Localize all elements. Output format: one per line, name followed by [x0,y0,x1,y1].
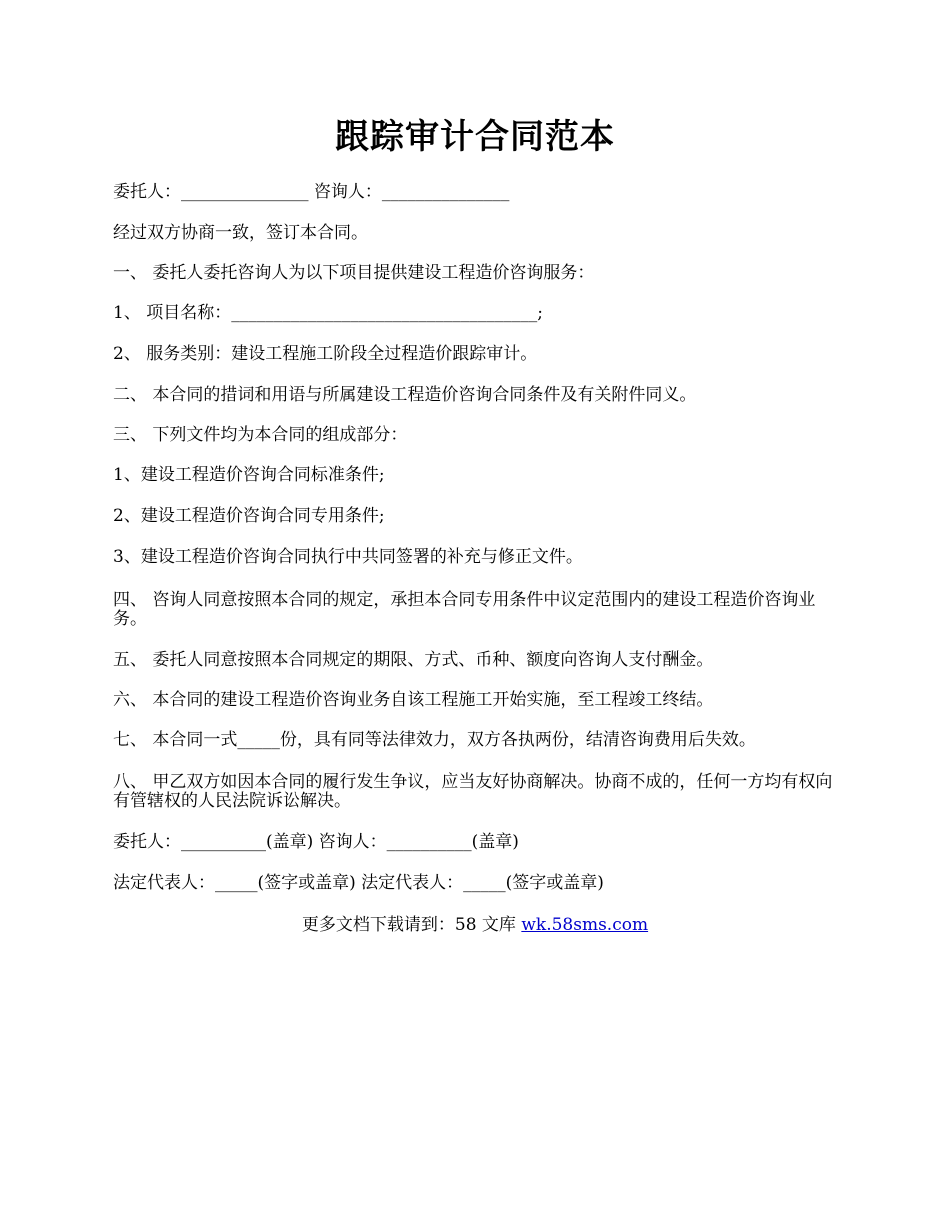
footer-note [0,915,950,935]
service-type-line: 2、 服务类别：建设工程施工阶段全过程造价跟踪审计。 [113,344,538,364]
clause-3: 三、 下列文件均为本合同的组成部分： [113,425,408,445]
clause-6: 六、 本合同的建设工程造价咨询业务自该工程施工开始实施，至工程竣工终结。 [113,690,714,710]
seal-line: 委托人：__________(盖章) 咨询人：__________(盖章) [113,832,519,852]
project-name-line: 1、 项目名称：____________________________________; [113,303,543,323]
footer-text: 更多文档下载请到：58 文库 [301,915,522,935]
document-item-2: 2、建设工程造价咨询合同专用条件; [113,506,385,526]
document-item-3: 3、建设工程造价咨询合同执行中共同签署的补充与修正文件。 [113,547,583,567]
clause-2: 二、 本合同的措词和用语与所属建设工程造价咨询合同条件及有关附件同义。 [113,385,697,405]
document-title: 跟踪审计合同范本 [335,117,615,157]
agreement-intro: 经过双方协商一致，签订本合同。 [113,223,368,243]
clause-4: 四、 咨询人同意按照本合同的规定，承担本合同专用条件中议定范围内的建设工程造价咨询业务。 [113,590,816,629]
footer-link[interactable]: wk.58sms.com [521,915,649,935]
representative-line: 法定代表人：_____(签字或盖章) 法定代表人：_____(签字或盖章) [113,873,604,893]
party-line: 委托人：_______________ 咨询人：_______________ [113,182,510,202]
clause-7: 七、 本合同一式_____份，具有同等法律效力，双方各执两份，结清咨询费用后失效。 [113,730,756,750]
clause-8: 八、 甲乙双方如因本合同的履行发生争议，应当友好协商解决。协商不成的，任何一方均有权向有管辖权的人民法院诉讼解决。 [113,772,833,811]
clause-5: 五、 委托人同意按照本合同规定的期限、方式、币种、额度向咨询人支付酬金。 [113,650,714,670]
document-item-1: 1、建设工程造价咨询合同标准条件; [113,465,385,485]
clause-1: 一、 委托人委托咨询人为以下项目提供建设工程造价咨询服务： [113,263,595,283]
